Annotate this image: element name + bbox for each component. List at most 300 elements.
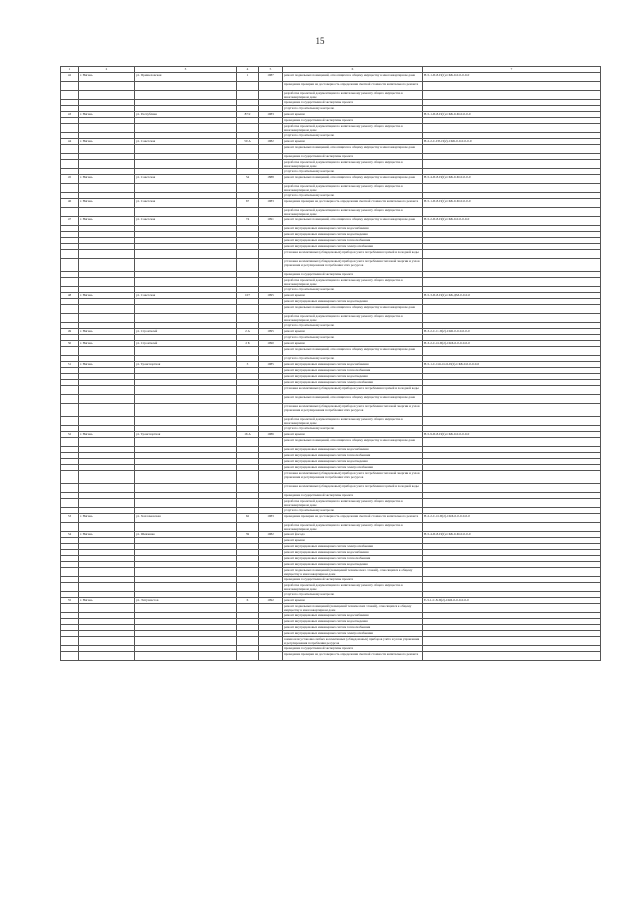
work-cell: ремонт подвальных помещений, относящихся к общему имуществу в многоквартирном доме [283,347,423,356]
code-cell [423,395,601,404]
code-cell: Н-5-1-П-8-П(1)-СКБ-0-М-0-0-0-0 [423,199,601,208]
row-number-cell [61,386,79,395]
code-cell [423,637,601,646]
work-cell: ремонт внутридомовых инженерных систем электроснабжения [283,544,423,550]
year-cell [259,568,283,577]
work-cell: ремонт внутридомовых инженерных систем водоотведения [283,459,423,465]
work-cell: ремонт подвальных помещений, относящихся к общему имуществу в многоквартирном доме [283,73,423,82]
work-cell: ремонт подвальных помещений, относящихся к общему имуществу в многоквартирном доме [283,175,423,184]
column-header: 2 [79,67,135,73]
city-cell [79,417,135,426]
row-number-cell [61,404,79,417]
year-cell [259,259,283,272]
work-cell: проведение проверки на достоверность определения сметной стоимости капитального ремонта [283,514,423,523]
table-row [61,523,601,532]
row-number-cell [61,484,79,493]
street-cell: ул. Шевченко [135,532,237,538]
house-cell [237,91,259,100]
street-cell: ул. Республика [135,112,237,118]
page-number: 15 [315,36,325,46]
work-cell: ремонт фасада [283,532,423,538]
work-cell: ремонт подвальных помещений, относящихся к общему имуществу в многоквартирном доме [283,217,423,226]
work-cell: ремонт внутридомовых инженерных систем теплоснабжения [283,625,423,631]
house-cell: 54 [237,175,259,184]
work-cell: ремонт крыши [283,598,423,604]
city-cell [79,250,135,259]
code-cell: Н-5-3-П-8-П(2)-СКБ-ДМ-0-0-0-0 [423,293,601,299]
year-cell [259,523,283,532]
row-number-cell: 49 [61,329,79,335]
year-cell [259,305,283,314]
house-cell: 74 [237,217,259,226]
house-cell [237,471,259,484]
work-cell: разработка проектной документации по капитальному ремонту общего имущества в многоквартирном доме [283,160,423,169]
street-cell [135,305,237,314]
code-cell [423,652,601,661]
house-cell: 2 Б [237,341,259,347]
table-row [61,314,601,323]
table-row [61,305,601,314]
house-cell: 107 [237,293,259,299]
year-cell [259,438,283,447]
work-cell: услуги по строительному контролю [283,592,423,598]
code-cell: Н-5-2-П-8-П(2)-СКБ-0-0-0-0-0-0 [423,217,601,226]
work-cell: ремонт внутридомовых инженерных систем электроснабжения [283,380,423,386]
row-number-cell: 51 [61,362,79,368]
code-cell [423,438,601,447]
code-cell [423,583,601,592]
table-row [61,514,601,523]
row-number-cell [61,314,79,323]
column-header: 4 [237,67,259,73]
house-cell [237,259,259,272]
year-cell: 1986 [259,432,283,438]
city-cell: г. Нягань [79,217,135,226]
year-cell [259,91,283,100]
street-cell [135,250,237,259]
year-cell: 1983 [259,514,283,523]
code-cell: Н-5-4-П-8-П(2)-СКБ-0-М-0-0-0-0 [423,175,601,184]
street-cell [135,124,237,133]
code-cell [423,568,601,577]
work-cell: услуги по строительному контролю [283,106,423,112]
work-cell: ремонт крыши [283,432,423,438]
work-cell: разработка проектной документации по капитальному ремонту общего имущества в многоквартирном доме [283,208,423,217]
work-cell: услуги по строительному контролю [283,508,423,514]
city-cell [79,395,135,404]
code-cell [423,91,601,100]
city-cell: г. Нягань [79,293,135,299]
city-cell [79,278,135,287]
work-cell: разработка проектной документации по капитальному ремонту общего имущества в многоквартирном доме [283,184,423,193]
year-cell [259,250,283,259]
work-cell: ремонт внутридомовых инженерных систем водоотведения [283,374,423,380]
row-number-cell [61,604,79,613]
year-cell [259,395,283,404]
table-row [61,499,601,508]
work-cell: проведение государственной экспертизы проекта [283,100,423,106]
work-cell: ремонт внутридомовых инженерных систем водоснабжения [283,226,423,232]
street-cell [135,604,237,613]
table-row [61,604,601,613]
year-cell [259,583,283,592]
house-cell [237,82,259,91]
city-cell [79,305,135,314]
work-cell: ремонт внутридомовых инженерных систем водоснабжения [283,447,423,453]
city-cell: г. Нягань [79,139,135,145]
table-row [61,217,601,226]
row-number-cell [61,208,79,217]
row-number-cell [61,523,79,532]
table-row [61,395,601,404]
work-cell: ремонт внутридомовых инженерных систем электроснабжения [283,465,423,471]
year-cell [259,347,283,356]
year-cell: 1982 [259,532,283,538]
table-row [61,568,601,577]
row-number-cell [61,145,79,154]
table-row [61,637,601,646]
code-cell [423,82,601,91]
house-cell: 50 А [237,139,259,145]
street-cell [135,314,237,323]
street-cell: ул. Строителей [135,341,237,347]
house-cell: 62 [237,514,259,523]
row-number-cell: 46 [61,199,79,208]
table-row [61,417,601,426]
year-cell: 1992 [259,598,283,604]
house-cell [237,438,259,447]
city-cell [79,404,135,417]
city-cell [79,604,135,613]
house-cell: 3 [237,362,259,368]
code-cell [423,386,601,395]
code-cell [423,523,601,532]
column-header: 7 [423,67,601,73]
row-number-cell: 44 [61,139,79,145]
year-cell: 1987 [259,73,283,82]
year-cell [259,417,283,426]
work-cell: ремонт крыши [283,112,423,118]
table-row [61,91,601,100]
work-cell: услуги по строительному контролю [283,426,423,432]
house-cell: 67 [237,199,259,208]
street-cell: ул. Советская [135,139,237,145]
work-cell: ремонт подвальных помещений (помещений технического этажей), относящихся к общему имуществу в многоквартирном доме [283,568,423,577]
house-cell [237,637,259,646]
street-cell [135,583,237,592]
row-number-cell [61,637,79,646]
city-cell: г. Нягань [79,514,135,523]
year-cell [259,278,283,287]
table-row [61,199,601,208]
work-cell: установка коллективных (общедомовых) приборов учета потребления тепловой энергии и узлов управления и регулирования потребления этих ресурсов [283,471,423,484]
street-cell [135,386,237,395]
row-number-cell [61,471,79,484]
city-cell [79,583,135,592]
city-cell: г. Нягань [79,175,135,184]
work-cell: ремонт подвальных помещений (помещений технических этажей), относящихся к общему имуществу в многоквартирном доме [283,604,423,613]
row-number-cell [61,305,79,314]
street-cell [135,347,237,356]
table-row [61,386,601,395]
street-cell [135,278,237,287]
house-cell [237,499,259,508]
code-cell [423,208,601,217]
work-cell: ремонт внутридомовых инженерных систем водоснабжения [283,362,423,368]
house-cell: 59 [237,532,259,538]
code-cell: Н-5-1-С-Сm-О-О-П(2)-СКБ-0-0-0-0-0-0 [423,362,601,368]
code-cell [423,314,601,323]
year-cell: 1990 [259,341,283,347]
row-number-cell [61,652,79,661]
row-number-cell [61,259,79,272]
code-cell [423,160,601,169]
work-cell: ремонт внутридомовых инженерных систем водоотведения [283,562,423,568]
house-cell [237,404,259,417]
work-cell: ремонт подвальных помещений, относящихся к общему имуществу в многоквартирном доме [283,438,423,447]
year-cell [259,208,283,217]
year-cell [259,652,283,661]
row-number-cell: 48 [61,293,79,299]
work-cell: ремонт внутридомовых инженерных систем водоотведения [283,232,423,238]
table-row [61,347,601,356]
row-number-cell: 53 [61,514,79,523]
work-cell: ремонт внутридомовых инженерных систем теплоснабжения [283,453,423,459]
street-cell: ул. Советская [135,217,237,226]
city-cell: г. Нягань [79,73,135,82]
row-number-cell [61,568,79,577]
house-cell [237,145,259,154]
work-cell: ремонт внутридомовых инженерных систем электроснабжения [283,244,423,250]
street-cell [135,208,237,217]
code-cell: Н-5-1-П-8-П(1)-СКБ-0-0-0-0-0-0 [423,73,601,82]
street-cell [135,404,237,417]
row-number-cell: 55 [61,598,79,604]
city-cell [79,347,135,356]
work-cell: ремонт крыши [283,293,423,299]
table-row [61,160,601,169]
street-cell [135,568,237,577]
table-row [61,583,601,592]
work-cell: проведение государственной экспертизы проекта [283,118,423,124]
repair-table [60,66,601,661]
row-number-cell: 45 [61,175,79,184]
house-cell [237,583,259,592]
street-cell [135,82,237,91]
street-cell [135,652,237,661]
street-cell [135,91,237,100]
work-cell: услуги по строительному контролю [283,287,423,293]
work-cell: ремонт внутридомовых инженерных систем теплоснабжения [283,238,423,244]
table-row [61,250,601,259]
code-cell: Н-3-2-С-С-П(2)-СКБ-0-0-0-0-0-0 [423,329,601,335]
table-row [61,438,601,447]
house-cell [237,395,259,404]
city-cell: г. Нягань [79,432,135,438]
year-cell: 1995 [259,293,283,299]
house-cell [237,278,259,287]
work-cell: разработка проектной документации по капитальному ремонту общего имущества в многоквартирном доме [283,523,423,532]
work-cell: ремонт внутридомовых инженерных систем водоотведения [283,299,423,305]
work-cell: услуги по строительному контролю [283,193,423,199]
work-cell: разработка проектной документации по капитальному ремонту общего имущества в многоквартирном доме [283,583,423,592]
house-cell [237,417,259,426]
street-cell: ул. Хохломовская [135,514,237,523]
year-cell: 1985 [259,362,283,368]
year-cell [259,386,283,395]
work-cell: замена или установка любых коллективных (общедомовых) приборов учёта и узлов управления и регулирования потребления ресурсов [283,637,423,646]
work-cell: проведение государственной экспертизы проекта [283,646,423,652]
city-cell: г. Нягань [79,532,135,538]
street-cell [135,523,237,532]
row-number-cell [61,438,79,447]
city-cell: г. Нягань [79,362,135,368]
work-cell: проведение государственной экспертизы проекта [283,154,423,160]
code-cell [423,471,601,484]
house-cell: 1 [237,73,259,82]
work-cell: ремонт подвальных помещений, относящихся к общему имуществу в многоквартирном доме [283,145,423,154]
house-cell [237,305,259,314]
table-row [61,652,601,661]
house-cell [237,523,259,532]
street-cell [135,499,237,508]
column-header: 6 [283,67,423,73]
code-cell [423,347,601,356]
year-cell [259,314,283,323]
city-cell [79,124,135,133]
work-cell: услуги по строительному контролю [283,133,423,139]
house-cell [237,124,259,133]
house-cell [237,386,259,395]
work-cell: проведение государственной экспертизы проекта [283,272,423,278]
street-cell: ул. Советская [135,293,237,299]
year-cell [259,145,283,154]
year-cell [259,499,283,508]
house-cell [237,568,259,577]
row-number-cell: 52 [61,432,79,438]
work-cell: разработка проектной документации по капитальному ремонту общего имущества в многоквартирном доме [283,417,423,426]
work-cell: установка коллективных (общедомовых) приборов учета потребления тепловой энергии и узлов управления и регулирования потребления этих ресурсов [283,259,423,272]
street-cell: ул. Советская [135,175,237,184]
city-cell [79,314,135,323]
code-cell [423,184,601,193]
row-number-cell [61,499,79,508]
city-cell [79,568,135,577]
column-header: 5 [259,67,283,73]
year-cell: 1982 [259,139,283,145]
street-cell [135,637,237,646]
work-cell: ремонт подвальных помещений, относящихся к общему имуществу в многоквартирном доме [283,395,423,404]
row-number-cell [61,278,79,287]
work-cell: услуги по строительному контролю [283,335,423,341]
code-cell [423,404,601,417]
city-cell [79,259,135,272]
city-cell: г. Нягань [79,199,135,208]
street-cell [135,417,237,426]
code-cell [423,604,601,613]
work-cell: ремонт внутридомовых инженерных систем электроснабжения [283,631,423,637]
house-cell [237,347,259,356]
city-cell: г. Нягань [79,329,135,335]
work-cell: ремонт внутридомовых инженерных систем теплоснабжения [283,556,423,562]
work-cell: установка коллективных (общедомовых) приборов учета потребления горячей и холодной воды [283,484,423,493]
city-cell [79,471,135,484]
year-cell: 1983 [259,112,283,118]
city-cell [79,484,135,493]
house-cell: 2 А [237,329,259,335]
code-cell [423,145,601,154]
row-number-cell [61,417,79,426]
work-cell: проведение проверки на достоверность определения сметной стоимости капитального ремонта [283,652,423,661]
street-cell [135,160,237,169]
year-cell: 1888 [259,175,283,184]
work-cell: ремонт внутридомовых инженерных систем водоснабжения [283,550,423,556]
city-cell [79,386,135,395]
table-row [61,184,601,193]
year-cell: 1991 [259,217,283,226]
work-cell: ремонт крыши [283,341,423,347]
code-cell: Н-2-2-С-О-П(2)-СКБ-0-0-0-0-0-0 [423,514,601,523]
city-cell: г. Нягань [79,112,135,118]
street-cell: ул. Пришеловская [135,73,237,82]
work-cell: разработка проектной документации по капитальному ремонту общего имущества в многоквартирном доме [283,124,423,133]
table-row [61,145,601,154]
city-cell: г. Нягань [79,341,135,347]
work-cell: установка коллективных (общедомовых) приборов учета потребления горячей и холодной воды [283,386,423,395]
column-header: 3 [135,67,237,73]
work-cell: разработка проектной документации по капитальному ремонту общего имущества в многоквартирном доме [283,278,423,287]
code-cell [423,484,601,493]
row-number-cell [61,184,79,193]
work-cell: ремонт крыши [283,329,423,335]
street-cell [135,259,237,272]
code-cell: Е-3-1-С-8-П(2)-СКБ-0-0-0-0-0-0 [423,598,601,604]
year-cell [259,484,283,493]
work-cell: установка коллективных (общедомовых) приборов учета потребления тепловой энергии и узлов управления и регулирования потребления этих ресурсов [283,404,423,417]
street-cell [135,471,237,484]
city-cell [79,637,135,646]
year-cell [259,184,283,193]
city-cell: г. Нягань [79,598,135,604]
house-cell: 6 [237,598,259,604]
year-cell [259,404,283,417]
row-number-cell [61,124,79,133]
year-cell [259,637,283,646]
year-cell: 1983 [259,199,283,208]
row-number-cell [61,82,79,91]
city-cell [79,160,135,169]
column-header: 1 [61,67,79,73]
work-cell: ремонт внутридомовых инженерных систем водоснабжения [283,613,423,619]
work-cell: разработка проектной документации по капитальному ремонту общего имущества в многоквартирном доме [283,91,423,100]
table-row [61,259,601,272]
code-cell [423,250,601,259]
street-cell: ул. Транспортная [135,362,237,368]
code-cell [423,417,601,426]
house-cell [237,314,259,323]
year-cell [259,471,283,484]
code-cell: Н-5-4-П-8-П(2)-СКБ-0-М-0-0-0-0 [423,532,601,538]
work-cell: проведение проверки на достоверность определения сметной стоимости капитального ремонта [283,82,423,91]
house-cell [237,652,259,661]
row-number-cell [61,250,79,259]
work-cell: услуги по строительному контролю [283,323,423,329]
street-cell: ул. Энтузиастов [135,598,237,604]
house-cell [237,184,259,193]
street-cell: ул. Строителей [135,329,237,335]
city-cell [79,652,135,661]
city-cell [79,91,135,100]
